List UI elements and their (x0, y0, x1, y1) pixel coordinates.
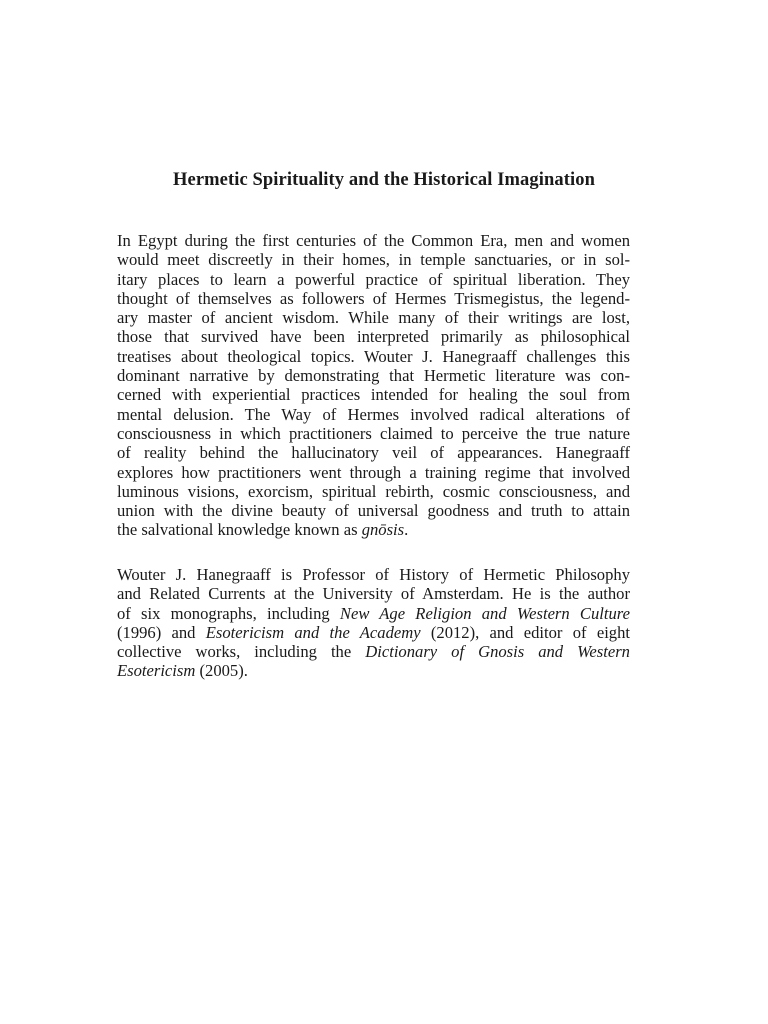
text-line: treatises about theological topics. Wouter J. Hanegraaff challenges this (117, 346, 630, 366)
text-line: luminous visions, exorcism, spiritual rebirth, cosmic consciousness, and (117, 481, 630, 501)
text-fragment: the salvational knowledge known as (117, 520, 362, 540)
text-line-last (117, 520, 630, 539)
text-fragment: of six monographs, including (117, 603, 340, 623)
text-fragment: (2005). (195, 661, 248, 681)
text-fragment: (2012), and editor of eight (420, 622, 631, 642)
text-line: explores how practitioners went through a training regime that involved (117, 462, 630, 482)
text-line: Wouter J. Hanegraaff is Professor of History of Hermetic Philosophy (117, 565, 630, 584)
text-line: mental delusion. The Way of Hermes involved radical alterations of (117, 404, 630, 424)
text-line: itary places to learn a powerful practice of spiritual liberation. They (117, 269, 630, 289)
text-line: ary master of ancient wisdom. While many of their writings are lost, (117, 308, 630, 328)
text-line (117, 623, 630, 642)
text-line: thought of themselves as followers of Hermes Trismegistus, the legend- (117, 288, 630, 308)
text-line: In Egypt during the first centuries of the Common Era, men and women (117, 231, 630, 250)
description-paragraph (117, 231, 630, 540)
text-line: would meet discreetly in their homes, in temple sanctuaries, or in sol- (117, 250, 630, 270)
author-bio-paragraph (117, 565, 630, 681)
italic-term: gnōsis (361, 520, 405, 540)
book-title: Esotericism and the Academy (205, 622, 421, 642)
text-line: union with the divine beauty of universal goodness and truth to attain (117, 501, 630, 521)
text-line: and Related Currents at the University of Amsterdam. He is the author (117, 584, 630, 604)
text-fragment: . (404, 520, 409, 540)
text-fragment: collective works, including the (117, 642, 366, 662)
text-line: consciousness in which practitioners claimed to perceive the true nature (117, 423, 630, 443)
book-title: New Age Religion and Western Culture (339, 603, 630, 623)
text-line (117, 604, 630, 623)
text-fragment: (1996) and (117, 622, 206, 642)
text-line-last (117, 661, 630, 680)
text-line: dominant narrative by demonstrating that Hermetic literature was con- (117, 366, 630, 386)
book-title: Dictionary of Gnosis and Western (365, 642, 630, 662)
book-title: Esotericism (117, 661, 196, 681)
text-line: cerned with experiential practices intended for healing the soul from (117, 385, 630, 405)
page-title: Hermetic Spirituality and the Historical Imagination (173, 170, 595, 190)
text-line: those that survived have been interpreted primarily as philosophical (117, 327, 630, 347)
text-line: of reality behind the hallucinatory veil of appearances. Hanegraaff (117, 443, 630, 463)
text-line (117, 642, 630, 661)
